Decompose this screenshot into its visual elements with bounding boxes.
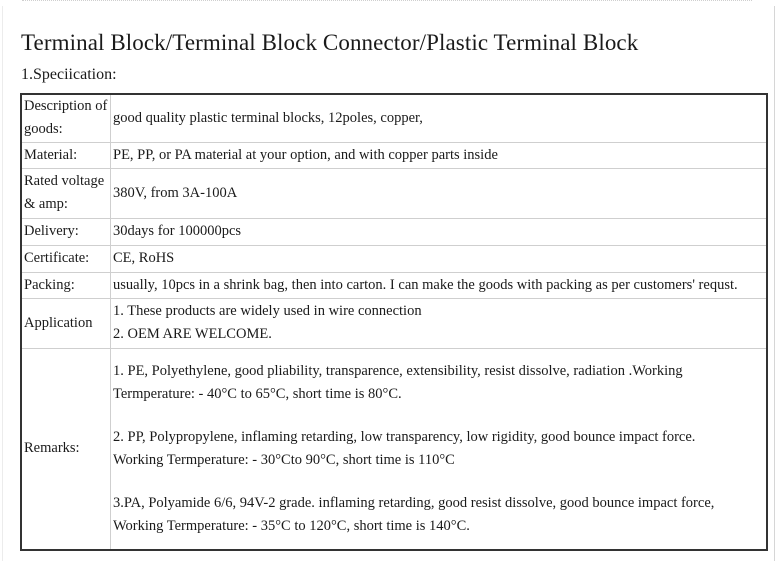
row-label: Description of goods: (21, 94, 111, 142)
page-right-border (774, 6, 775, 561)
remark-paragraph: 3.PA, Polyamide 6/6, 94V-2 grade. inflaming retarding, good resist dissolve, good bounce impact force, Working Termperature: - 35°C to 120°C, short time is 140°C. (113, 494, 715, 534)
row-label: Delivery: (21, 218, 111, 245)
row-value: good quality plastic terminal blocks, 12poles, copper, (111, 94, 768, 142)
application-line: 2. OEM ARE WELCOME. (113, 326, 272, 342)
row-value: CE, RoHS (111, 245, 768, 272)
page-title: Terminal Block/Terminal Block Connector/Plastic Terminal Block (21, 30, 639, 55)
row-label: Application (21, 298, 111, 348)
row-label: Rated voltage & amp: (21, 168, 111, 218)
application-line: 1. These products are widely used in wire connection (113, 303, 422, 319)
remark-paragraph: 2. PP, Polypropylene, inflaming retarding, low transparency, low rigidity, good bounce impact force. Working Termperature: - 30°Cto 90°C, short time is 110°C (113, 428, 696, 468)
table-row-certificate (21, 245, 767, 272)
specification-table (20, 93, 768, 551)
row-value (111, 298, 768, 348)
table-row-description (21, 94, 767, 142)
table-row-remarks (21, 348, 767, 550)
row-value (111, 348, 768, 550)
table-row-rated-voltage (21, 168, 767, 218)
row-label: Material: (21, 142, 111, 168)
page-left-border (2, 6, 3, 561)
table-row-application (21, 298, 767, 348)
section-heading: 1.Speciication: (21, 66, 117, 83)
row-value: PE, PP, or PA material at your option, and with copper parts inside (111, 142, 768, 168)
row-value: usually, 10pcs in a shrink bag, then into carton. I can make the goods with packing as per customers' requst. (111, 272, 768, 298)
row-value: 380V, from 3A-100A (111, 168, 768, 218)
row-label: Packing: (21, 272, 111, 298)
page-top-border (22, 0, 752, 5)
remark-paragraph: 1. PE, Polyethylene, good pliability, transparence, extensibility, resist dissolve, radiation .Working Termperature: - 40°C to 65°C, short time is 80°C. (113, 362, 683, 402)
table-row-material (21, 142, 767, 168)
row-label: Remarks: (21, 348, 111, 550)
row-label: Certificate: (21, 245, 111, 272)
row-value: 30days for 100000pcs (111, 218, 768, 245)
table-row-packing (21, 272, 767, 298)
table-row-delivery (21, 218, 767, 245)
